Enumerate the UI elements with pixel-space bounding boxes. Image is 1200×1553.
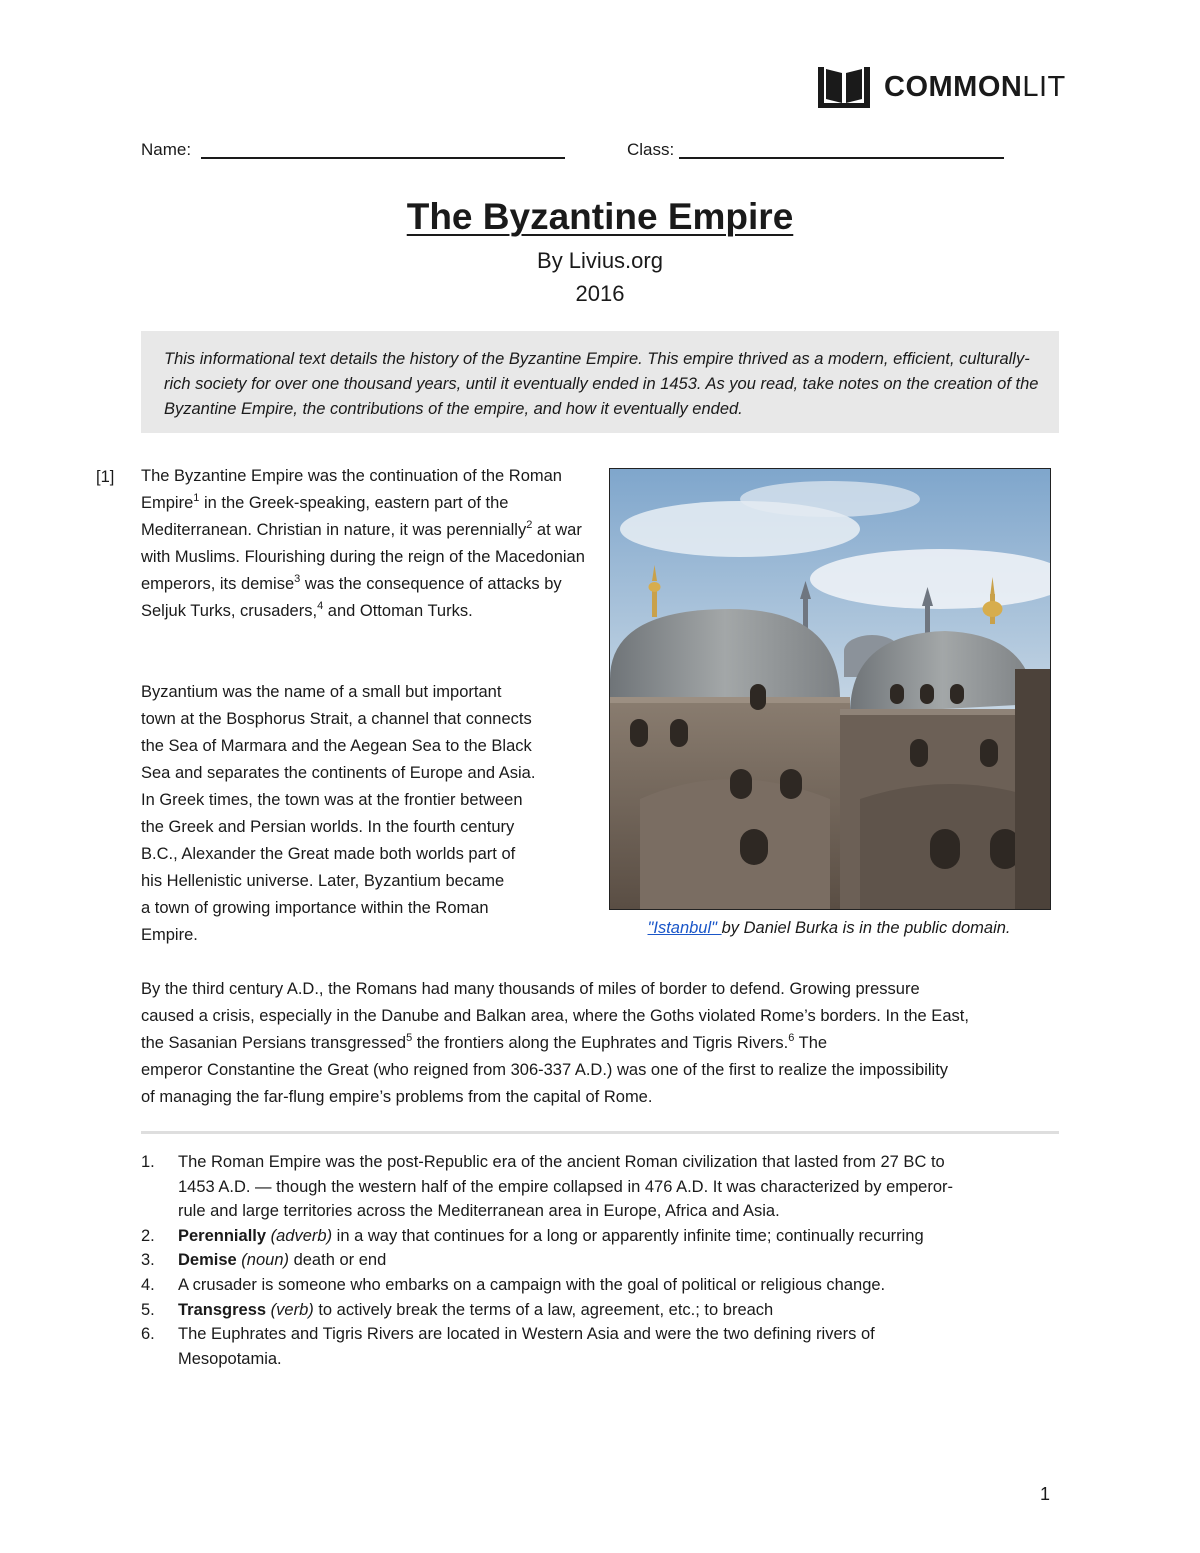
footnote-ref-1[interactable]: 1	[193, 491, 200, 504]
footnote-ref-3[interactable]: 3	[294, 572, 301, 585]
istanbul-photo	[609, 468, 1051, 910]
image-caption: "Istanbul" by Daniel Burka is in the public domain.	[647, 919, 1011, 937]
footnote-ref-5[interactable]: 5	[406, 1031, 413, 1044]
byline: By Livius.org	[537, 248, 663, 273]
commonlit-logo	[816, 64, 1066, 110]
footnote-item: 4. A crusader is someone who embarks on a campaign with the goal of political or religious change.	[141, 1275, 886, 1294]
footnote-item: 2. Perennially (adverb) in a way that continues for a long or apparently infinite time; continually recurring	[141, 1226, 924, 1245]
paragraph-line: In Greek times, the town was at the frontier between	[141, 791, 523, 809]
page-title: The Byzantine Empire	[406, 196, 794, 237]
paragraph-2	[141, 679, 591, 949]
paragraph-line: emperor Constantine the Great (who reigned from 306-337 A.D.) was one of the first to realize the impossibility	[141, 1061, 949, 1079]
footnote-ref-4[interactable]: 4	[317, 599, 324, 612]
paragraph-line: the Sea of Marmara and the Aegean Sea to the Black	[141, 737, 532, 755]
paragraph-line: of managing the far-flung empire’s problems from the capital of Rome.	[141, 1088, 653, 1106]
paragraph-line: a town of growing importance within the Roman	[141, 899, 489, 917]
paragraph-3	[141, 976, 1061, 1111]
paragraph-line: Sea and separates the continents of Europe and Asia.	[141, 764, 536, 782]
logo-wordmark: COMMONLIT	[884, 70, 1066, 103]
paragraph-number: [1]	[96, 468, 115, 486]
class-field[interactable]	[679, 143, 1004, 159]
name-label: Name:	[141, 140, 192, 159]
publication-year: 2016	[575, 281, 625, 306]
footnote-ref-6[interactable]: 6	[788, 1031, 795, 1044]
footnote-item: 3. Demise (noun) death or end	[141, 1251, 387, 1270]
footnote-ref-2[interactable]: 2	[526, 518, 533, 531]
paragraph-line: Byzantium was the name of a small but important	[141, 683, 502, 701]
paragraph-line: Empire.	[141, 926, 198, 944]
footnotes-list	[141, 1150, 1061, 1371]
paragraph-line: town at the Bosphorus Strait, a channel that connects	[141, 710, 532, 728]
paragraph-line: the Greek and Persian worlds. In the fourth century	[141, 818, 515, 836]
page-number: 1	[1040, 1484, 1051, 1504]
image-source-link[interactable]: "Istanbul"	[647, 919, 722, 937]
paragraph-line: his Hellenistic universe. Later, Byzantium became	[141, 872, 505, 890]
paragraph-1: The Byzantine Empire was the continuation of the Roman Empire$^1$ in the Greek-speaking, eastern part of the Mediterranean. Christian in nature, it was perennially$^2$ at war with Muslims. Flourishing during the reign of the Macedonian emperors, its demise$^3$ was the consequence of attacks by Seljuk Turks, crusaders,$^4$ and Ottoman Turks.	[141, 467, 585, 620]
footnote-item: 6. The Euphrates and Tigris Rivers are located in Western Asia and were the two defining rivers of Mesopotamia.	[141, 1325, 875, 1368]
paragraph-line: the Sasanian Persians transgressed$^5$ the frontiers along the Euphrates and Tigris Rivers.$^6$ The	[141, 1031, 828, 1052]
paragraph-line: By the third century A.D., the Romans had many thousands of miles of border to defend. Growing pressure	[141, 980, 920, 998]
intro-text: This informational text details the history of the Byzantine Empire. This empire thrived as a modern, efficient, culturally-rich society for over one thousand years, until it eventually ended in 1453. As you read, take notes on the creation of the Byzantine Empire, the contributions of the empire, and how it eventually ended.	[164, 350, 1039, 418]
name-field[interactable]	[201, 143, 565, 159]
paragraph-line: caused a crisis, especially in the Danube and Balkan area, where the Goths violated Rome’s borders. In the East,	[141, 1007, 969, 1025]
footnote-item: 1. The Roman Empire was the post-Republic era of the ancient Roman civilization that lasted from 27 BC to 1453 A.D. — though the western half of the empire collapsed in 476 A.D. It was characterized by emperor- rule and large territories across the Mediterranean area in Europe, Africa and Asia.	[141, 1153, 954, 1221]
open-book-icon	[816, 65, 872, 109]
footnote-divider	[141, 1131, 1059, 1134]
class-label: Class:	[627, 140, 675, 159]
paragraph-line: B.C., Alexander the Great made both worlds part of	[141, 845, 516, 863]
footnote-item: 5. Transgress (verb) to actively break the terms of a law, agreement, etc.; to breach	[141, 1300, 774, 1319]
